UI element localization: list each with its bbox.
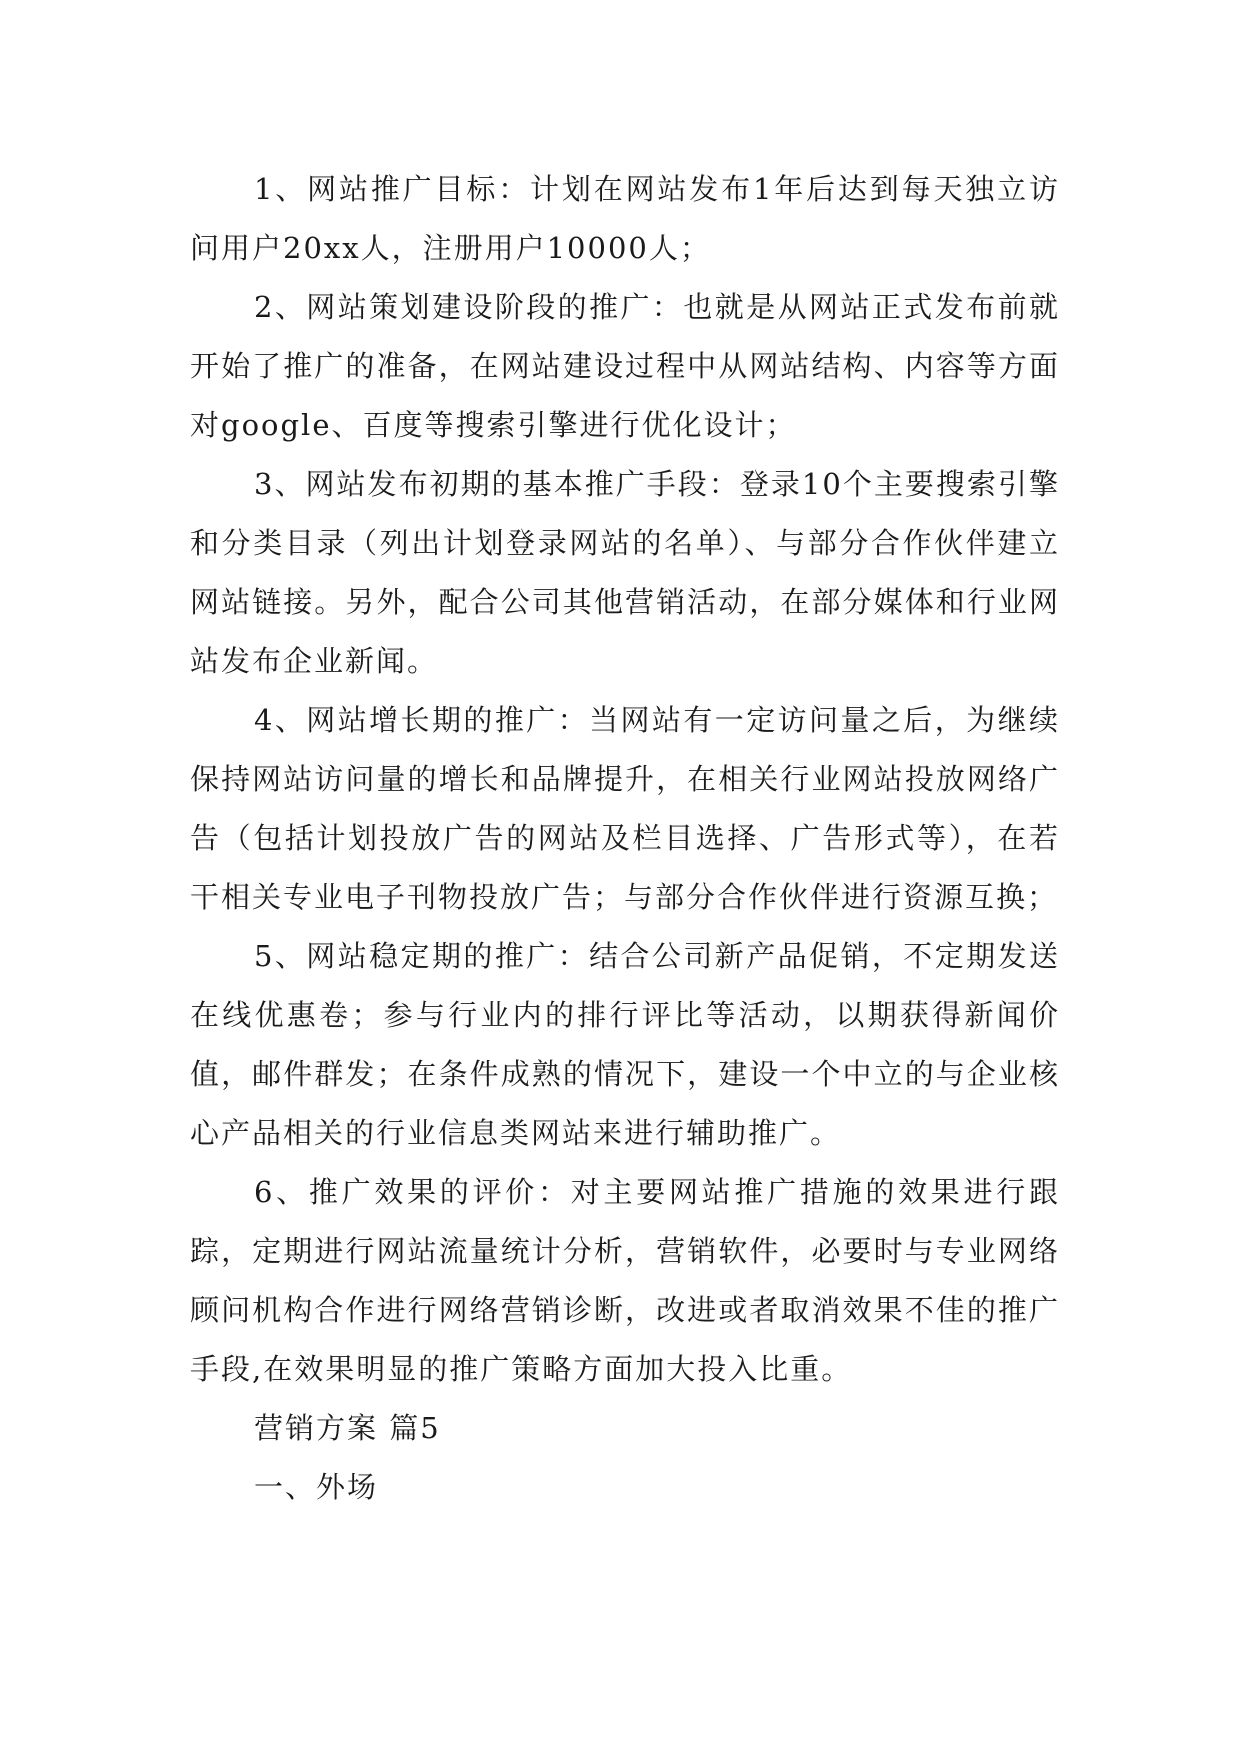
paragraph-initial-launch: 3、网站发布初期的基本推广手段：登录10个主要搜索引擎和分类目录（列出计划登录网站的名单）、与部分合作伙伴建立网站链接。另外，配合公司其他营销活动，在部分媒体和行业网站发布企业新闻。 [190, 467, 1060, 678]
document-body [190, 160, 1060, 1517]
paragraph-stable-stage: 5、网站稳定期的推广：结合公司新产品促销，不定期发送在线优惠卷；参与行业内的排行评比等活动，以期获得新闻价值，邮件群发；在条件成熟的情况下，建设一个中立的与企业核心产品相关的行业信息类网站来进行辅助推广。 [190, 939, 1060, 1150]
paragraph-promotion-goal: 1、网站推广目标：计划在网站发布1年后达到每天独立访问用户20xx人，注册用户10000人； [190, 172, 1060, 265]
subheading: 一、外场 [254, 1470, 379, 1504]
section-heading: 营销方案 篇5 [254, 1411, 441, 1445]
paragraph-evaluation: 6、推广效果的评价：对主要网站推广措施的效果进行跟踪，定期进行网站流量统计分析，营销软件，必要时与专业网络顾问机构合作进行网络营销诊断，改进或者取消效果不佳的推广手段,在效果明显的推广策略方面加大投入比重。 [190, 1175, 1060, 1386]
paragraph-planning-stage: 2、网站策划建设阶段的推广：也就是从网站正式发布前就开始了推广的准备，在网站建设过程中从网站结构、内容等方面对google、百度等搜索引擎进行优化设计； [190, 290, 1060, 442]
paragraph-growth-stage: 4、网站增长期的推广：当网站有一定访问量之后，为继续保持网站访问量的增长和品牌提升，在相关行业网站投放网络广告（包括计划投放广告的网站及栏目选择、广告形式等），在若干相关专业电子刊物投放广告；与部分合作伙伴进行资源互换； [190, 703, 1060, 914]
